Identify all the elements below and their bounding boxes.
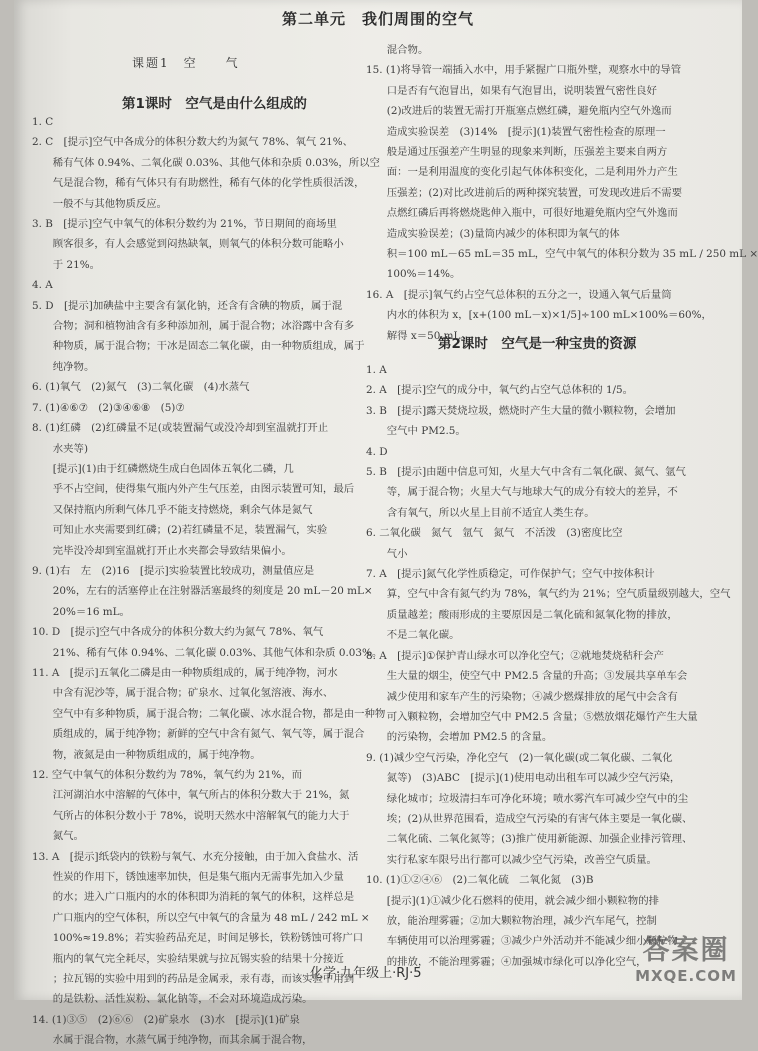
answer-line: [提示](1)①减少化石燃料的使用，就会减少细小颗粒物的排 [366,894,659,907]
answer-line: 15. (1)将导管一端插入水中，用手紧握广口瓶外壁，观察水中的导管 [366,64,682,77]
answer-line: 气小 [366,547,408,560]
textbook-page [14,0,758,1047]
answer-line: 6. 二氧化碳 氮气 氩气 氮气 不活泼 (3)密度比空 [366,527,623,540]
answer-line: 压强差；(2)对比改进前后的两种探究装置，可发现改进后不需要 [366,186,683,199]
answer-line: 又保持瓶内所剩气体几乎不能支持燃烧，剩余气体是氮气 [32,503,313,516]
answer-line: 种物质，属于混合物；干冰是固态二氧化碳，由一种物质组成，属于 [32,340,365,353]
answer-line: 13. A [提示]纸袋内的铁粉与氧气、水充分接触，由于加入食盐水、活 [32,850,359,863]
answer-line: 混合物。 [366,44,429,56]
answer-line: 1. C [32,116,54,128]
answer-line: 实行私家车限号出行都可以减少空气污染，改善空气质量。 [366,853,657,866]
answer-line: 物，液氮是由一种物质组成的，属于纯净物。 [32,748,261,761]
answer-line: 质组成的，属于纯净物；新鲜的空气中含有氮气、氧气等，属于混合 [32,728,365,741]
answer-line: 21%、稀有气体 0.94%、二氧化碳 0.03%、其他气体和杂质 0.03%。 [32,646,383,659]
answer-line: 7. A [提示]氮气化学性质稳定，可作保护气；空气中按体积计 [366,568,655,581]
answer-line: 口是否有气泡冒出，如果有气泡冒出，说明装置气密性良好 [366,84,657,97]
answer-line: 氮等) (3)ABC [提示](1)使用电动出租车可以减少空气污染， [366,772,681,785]
watermark-logo [632,928,740,992]
answer-line: 生大量的烟尘，使空气中 PM2.5 含量的升高；③发展共享单车会 [366,670,688,683]
answer-line: [提示](1)由于红磷燃烧生成白色固体五氧化二磷，几 [32,462,294,475]
answer-line: 造成实验误差 (3)14% [提示](1)装置气密性检查的原理一 [366,125,666,138]
answer-line: ；拉瓦锡的实验中用到的药品是金属汞，汞有毒，而该实验中用到 [32,973,355,986]
unit-title: 第二单元 我们周围的空气 [282,10,475,28]
answer-line: 11. A [提示]五氧化二磷是由一种物质组成的，属于纯净物，河水 [32,666,338,679]
answer-line: 乎不占空间，使得集气瓶内外产生气压差，由图示装置可知，最后 [32,483,355,496]
answer-line: 100%＝14%。 [366,268,461,281]
answer-line: 4. D [366,445,388,458]
answer-line: 性炭的作用下，锈蚀速率加快，但是集气瓶内无需事先加入少量 [32,871,344,884]
answer-line: 14. (1)③⑤ (2)⑥⑥ (2)矿泉水 (3)水 [提示](1)矿泉 [32,1013,300,1026]
answer-line: 20%，左右的活塞停止在注射器活塞最终的刻度是 20 mL－20 mL× [32,585,373,598]
answer-line: 水夹等) [32,442,89,455]
answer-line: 瓶内的氧气完全耗尽，实验结果就与拉瓦锡实验的结果十分接近 [32,952,344,965]
answer-line: 等，属于混合物；火星大气与地球大气的成分有较大的差异，不 [366,486,678,499]
answer-line: 3. B [提示]空气中氧气的体积分数约为 21%，节日期间的商场里 [32,218,337,231]
answer-line: 放，能治理雾霾；②加大颗粒物治理，减少汽车尾气，控制 [366,914,657,927]
answer-line: 8. (1)红磷 (2)红磷量不足(或装置漏气或没冷却到室温就打开止 [32,422,329,435]
right-answer-column-bottom [366,360,731,972]
answer-line: 减少使用和家车产生的污染物；④减少燃煤排放的尾气中会含有 [366,690,678,703]
answer-line: 完毕没冷却到室温就打开止水夹都会导致结果偏小。 [32,544,292,557]
answer-line: 广口瓶内的空气体积，所以空气中氧气的含量为 48 mL / 242 mL × [32,911,370,924]
answer-line: 一般不与其他物质反应。 [32,197,168,210]
answer-line: 的污染物，会增加 PM2.5 的含量。 [366,731,553,744]
answer-line: 纯净物。 [32,360,95,373]
answer-line: 车辆使用可以治理雾霾；③减少户外活动并不能减少细小颗粒物 [366,935,678,948]
answer-line: (2)改进后的装置无需打开瓶塞点燃红磷，避免瓶内空气外逸而 [366,105,672,118]
answer-line: 绿化城市；垃圾清扫车可净化环境；喷水雾汽车可减少空气中的尘 [366,792,689,805]
answer-line: 12. 空气中氧气的体积分数约为 78%，氧气约为 21%，而 [32,769,303,781]
answer-line: 二氧化硫、二氧化氮等；(3)推广使用新能源、加强企业排污管理、 [366,833,693,846]
answer-line: 3. B [提示]露天焚烧垃圾，燃烧时产生大量的微小颗粒物，会增加 [366,404,676,417]
answer-line: 造成实验误差；(3)量筒内减少的体积即为氧气的体 [366,227,620,240]
answer-line: 面：一是利用温度的变化引起气体体积变化，二是利用外力产生 [366,166,678,179]
answer-line: 20%＝16 mL。 [32,605,130,618]
answer-line: 埃；(2)从世界范围看，造成空气污染的有害气体主要是一氧化碳、 [366,812,693,825]
answer-line: 可入颗粒物，会增加空气中 PM2.5 含量；⑤燃放烟花爆竹产生大量 [366,710,698,723]
answer-line: 6. (1)氧气 (2)氮气 (3)二氧化碳 (4)水蒸气 [32,381,250,394]
answer-line: 9. (1)减少空气污染，净化空气 (2)一氧化碳(或二氧化碳、二氧化 [366,751,673,764]
right-answer-column-top [366,40,758,346]
answer-line: 5. D [提示]加碘盐中主要含有氯化钠，还含有含碘的物质，属于混 [32,299,343,312]
answer-line: 质量越差；酸雨形成的主要原因是二氧化硫和氮氧化物的排放， [366,608,678,621]
answer-line: 2. A [提示]空气的成分中，氧气约占空气总体积的 1/5。 [366,384,634,397]
watermark-top: 答案圈 [642,935,730,966]
answer-line: 内水的体积为 x，[x+(100 mL－x)×1/5]÷100 mL×100%＝60%， [366,309,712,322]
answer-line: 7. (1)④⑥⑦ (2)③④⑥⑧ (5)⑦ [32,401,185,414]
answer-line: 点燃红磷后再将燃烧匙伸入瓶中，可很好地避免瓶内空气外逸而 [366,207,678,220]
answer-line: 4. A [32,279,53,292]
answer-line: 氮气。 [32,830,84,843]
answer-line: 9. (1)右 左 (2)16 [提示]实验装置比较成功，测量值应是 [32,564,315,577]
answer-line: 解得 x＝50 mL。 [366,329,471,342]
answer-line: 空气中有多种物质，属于混合物；二氧化碳、冰水混合物，都是由一种物 [32,707,386,720]
answer-line: 8. A [提示]①保护青山绿水可以净化空气；②就地焚烧秸秆会产 [366,649,664,662]
lesson-2-title: 第2课时 空气是一种宝贵的资源 [438,336,637,352]
answer-line: 不是二氧化碳。 [366,629,460,642]
answer-line: 2. C [提示]空气中各成分的体积分数大约为氮气 78%、氧气 21%、 [32,136,354,149]
answer-line: 的排放，不能治理雾霾；④加强城市绿化可以净化空气， [366,955,647,968]
answer-line: 稀有气体 0.94%、二氧化碳 0.03%、其他气体和杂质 0.03%，所以空 [32,156,380,169]
answer-line: 气是混合物，稀有气体只有有助燃性，稀有气体的化学性质很活泼， [32,177,365,190]
answer-line: 顾客很多，有人会感觉到闷热缺氧，则氧气的体积分数可能略小 [32,238,344,251]
answer-line: 16. A [提示]氧气约占空气总体积的五分之一，设通入氧气后量筒 [366,288,672,301]
answer-line: 中含有泥沙等，属于混合物；矿泉水、过氧化氢溶液、海水、 [32,687,334,700]
answer-line: 算，空气中含有氮气约为 78%，氧气约为 21%；空气质量级别越大，空气 [366,588,731,601]
answer-line: 100%≈19.8%；若实验药品充足，时间足够长，铁粉锈蚀可将广口 [32,932,364,945]
watermark-bottom: MXQE.COM [635,967,737,985]
answer-line: 合物；洞和植物油含有多种添加剂，属于混合物；冰浴露中含有多 [32,320,355,333]
answer-line: 般是通过压强差产生明显的现象来判断，压强差主要来自两方 [366,146,668,159]
topic-title: 课题1 空 气 [132,56,240,70]
answer-line: 的是铁粉、活性炭粉、氯化钠等，不会对环境造成污染。 [32,993,313,1006]
answer-line: 空气中 PM2.5。 [366,425,466,438]
answer-line: 气所占的体积分数小于 78%，说明天然水中溶解氧气的能力大于 [32,809,350,822]
lesson-1-title: 第1课时 空气是由什么组成的 [122,96,307,112]
answer-line: 10. D [提示]空气中各成分的体积分数大约为氮气 78%、氧气 [32,626,324,639]
answer-line: 可知止水夹需要到红磷；(2)若红磷量不足，装置漏气，实验 [32,524,328,537]
answer-line: 江河湖泊水中溶解的气体中，氧气所占的体积分数大于 21%，氮 [32,789,350,802]
page-footer: 化学·九年级上·RJ·5 [310,966,422,981]
answer-line: 于 21%。 [32,258,100,271]
answer-line: 的水；进入广口瓶内的水的体积即为消耗的氧气的体积，这样总是 [32,891,355,904]
answer-line: 含有氧气，所以火星上目前不适宜人类生存。 [366,506,595,519]
answer-line: 1. A [366,364,387,376]
answer-line: 水属于混合物，水蒸气属于纯净物，而其余属于混合物， [32,1034,313,1047]
answer-line: 10. (1)①②④⑥ (2)二氧化硫 二氧化氮 (3)B [366,874,594,887]
answer-line: 积＝100 mL－65 mL＝35 mL，空气中氧气的体积分数为 35 mL / 250 mL × [366,248,758,261]
answer-line: 5. B [提示]由题中信息可知，火星大气中含有二氧化碳、氮气、氩气 [366,466,686,479]
